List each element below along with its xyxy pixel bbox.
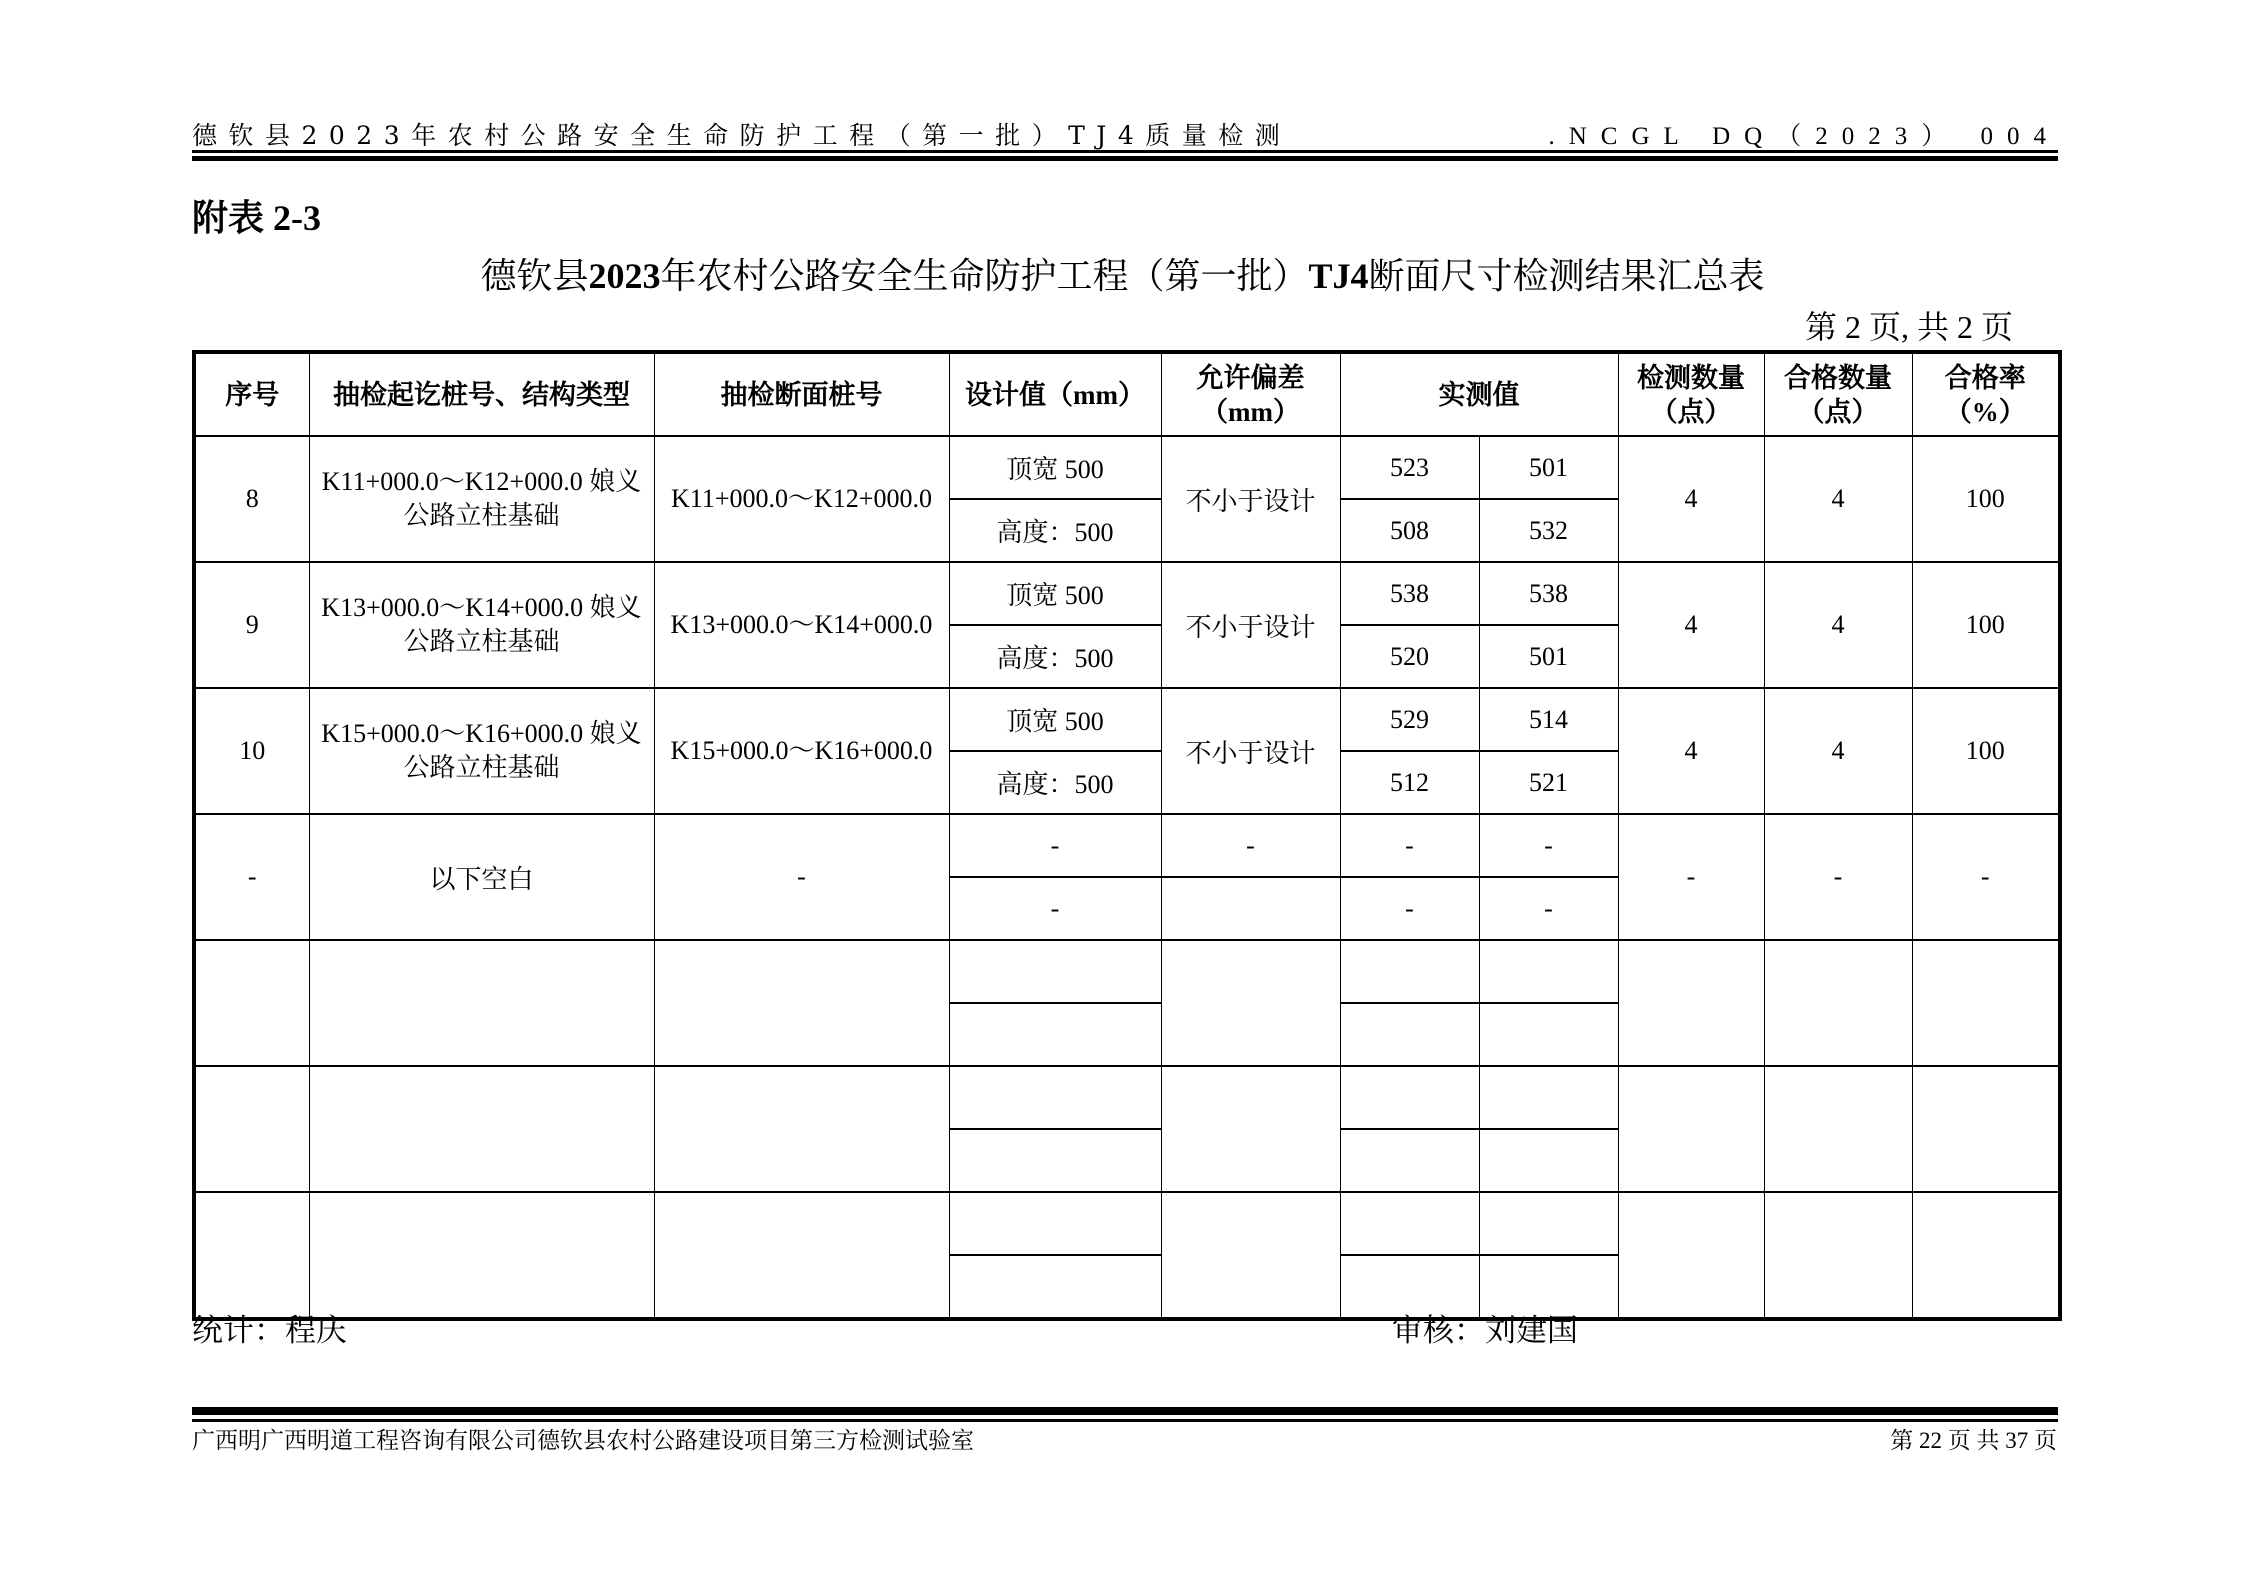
title-suffix: 断面尺寸检测结果汇总表 [1368,256,1765,296]
page-title [0,248,2245,299]
cell-section: - [654,814,949,940]
cell-measured: 514 [1479,688,1618,751]
col-range-type: 抽检起讫桩号、结构类型 [309,352,654,436]
table-row [194,562,2060,625]
col-count: 检测数量 （点） [1618,352,1764,436]
results-table [192,350,2062,1321]
col-pass: 合格数量 （点） [1764,352,1912,436]
cell-measured: - [1479,814,1618,877]
cell-seq: 10 [194,688,309,814]
cell-measured: 523 [1340,436,1479,499]
running-header-doc-code: .NCGL DQ（2023） 004 [1548,123,2060,150]
cell-measured: 538 [1479,562,1618,625]
cell-design-top: 顶宽 500 [949,688,1161,751]
cell-pass: 4 [1764,562,1912,688]
cell-pass: - [1764,814,1912,940]
cell-tolerance: - [1161,814,1340,877]
cell-measured: 512 [1340,751,1479,814]
cell-seq: - [194,814,309,940]
cell-design-top: - [949,814,1161,877]
cell-range-type: K15+000.0～K16+000.0 娘义公路立柱基础 [309,688,654,814]
reviewer-signature: 审核：刘建国 [1392,1313,1578,1349]
cell-design-height: 高度：500 [949,751,1161,814]
cell-rate: 100 [1912,562,2060,688]
cell-tolerance: 不小于设计 [1161,436,1340,562]
running-header-project: 德钦县2023年农村公路安全生命防护工程（第一批）TJ4质量检测 [192,121,1292,150]
cell-pass: 4 [1764,688,1912,814]
cell-count: 4 [1618,688,1764,814]
cell-rate: - [1912,814,2060,940]
table-row [194,436,2060,499]
cell-design-top: 顶宽 500 [949,562,1161,625]
table-row-empty [194,1192,2060,1255]
cell-pass: 4 [1764,436,1912,562]
cell-range-type: K13+000.0～K14+000.0 娘义公路立柱基础 [309,562,654,688]
col-seq: 序号 [194,352,309,436]
title-year: 2023 [588,256,661,296]
cell-measured: 520 [1340,625,1479,688]
cell-tolerance: 不小于设计 [1161,562,1340,688]
cell-measured: 501 [1479,625,1618,688]
statistician-signature: 统计：程庆 [192,1313,347,1349]
cell-rate: 100 [1912,436,2060,562]
table-row-empty [194,940,2060,1003]
title-tj: TJ4 [1308,256,1369,296]
cell-count: 4 [1618,436,1764,562]
footer-rule-thick [192,1407,2058,1415]
cell-design-height: 高度：500 [949,625,1161,688]
col-measured: 实测值 [1340,352,1618,436]
col-section: 抽检断面桩号 [654,352,949,436]
title-prefix: 德钦县 [480,256,589,296]
cell-design-top: 顶宽 500 [949,436,1161,499]
cell-seq: 8 [194,436,309,562]
table-row-empty [194,1066,2060,1129]
col-design: 设计值（mm） [949,352,1161,436]
cell-section: K15+000.0～K16+000.0 [654,688,949,814]
footer-page-number: 第 22 页 共 37 页 [1890,1428,2057,1453]
cell-section: K13+000.0～K14+000.0 [654,562,949,688]
header-row [194,352,2060,436]
table-row-blank-marker [194,814,2060,877]
cell-tolerance-empty [1161,877,1340,940]
cell-design-height: - [949,877,1161,940]
col-tolerance: 允许偏差 （mm） [1161,352,1340,436]
cell-rate: 100 [1912,688,2060,814]
cell-range-type: K11+000.0～K12+000.0 娘义公路立柱基础 [309,436,654,562]
title-middle: 年农村公路安全生命防护工程（第一批） [660,256,1309,296]
cell-measured: 532 [1479,499,1618,562]
cell-measured: 538 [1340,562,1479,625]
cell-measured: 501 [1479,436,1618,499]
cell-measured: - [1340,814,1479,877]
col-rate: 合格率 （%） [1912,352,2060,436]
cell-seq: 9 [194,562,309,688]
header-rule-thin [192,150,2058,153]
cell-measured: 529 [1340,688,1479,751]
appendix-label: 附表 2-3 [192,198,321,238]
cell-measured: - [1340,877,1479,940]
cell-measured: 508 [1340,499,1479,562]
cell-measured: 521 [1479,751,1618,814]
cell-measured: - [1479,877,1618,940]
cell-below-blank: 以下空白 [309,814,654,940]
cell-section: K11+000.0～K12+000.0 [654,436,949,562]
cell-design-height: 高度：500 [949,499,1161,562]
footer-company: 广西明广西明道工程咨询有限公司德钦县农村公路建设项目第三方检测试验室 [192,1428,974,1454]
cell-count: - [1618,814,1764,940]
cell-tolerance: 不小于设计 [1161,688,1340,814]
page-indicator: 第 2 页, 共 2 页 [1804,309,2013,345]
table-row [194,688,2060,751]
cell-count: 4 [1618,562,1764,688]
header-rule-thick [192,156,2058,161]
